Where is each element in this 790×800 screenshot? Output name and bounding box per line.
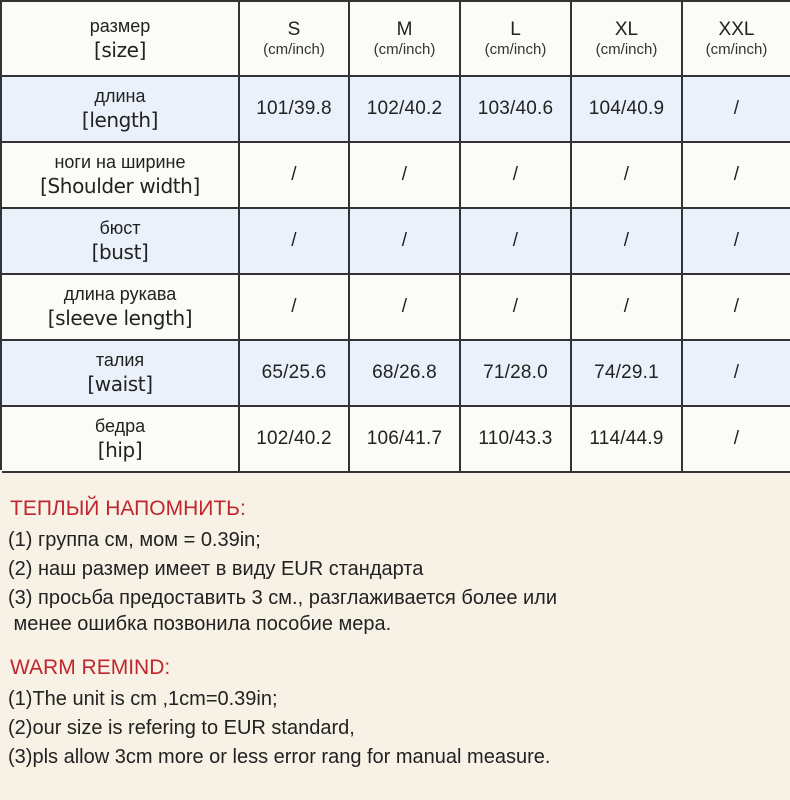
- cell-value: 101/39.8: [256, 98, 332, 119]
- cell-value: /: [401, 164, 408, 185]
- table-cell: [461, 275, 572, 341]
- cell-value: 65/25.6: [261, 362, 327, 383]
- row-label-bust: [2, 209, 240, 275]
- cell-value: 114/44.9: [589, 428, 664, 449]
- cell-value: 68/26.8: [372, 362, 437, 383]
- notes-section: [8, 496, 783, 772]
- cell-value: /: [291, 164, 297, 185]
- row-label-sleeve-length: [2, 275, 240, 341]
- row-label-en: [sleeve length]: [47, 306, 193, 330]
- table-cell: [240, 77, 350, 143]
- cell-value: /: [733, 164, 740, 185]
- row-label-shoulder-width: [2, 143, 240, 209]
- row-label-length: [2, 77, 240, 143]
- size-unit: (cm/inch): [484, 40, 547, 58]
- cell-value: /: [623, 164, 630, 185]
- notes-en-line-1: (1)The unit is cm ,1cm=0.39in;: [8, 688, 278, 710]
- cell-value: /: [512, 296, 519, 317]
- notes-en-line-2: (2)our size is refering to EUR standard,: [8, 717, 355, 739]
- size-code: L: [510, 18, 521, 40]
- cell-value: /: [733, 296, 740, 317]
- table-cell: [683, 341, 790, 407]
- table-cell: [350, 341, 461, 407]
- table-cell: [572, 143, 683, 209]
- header-size-l: [461, 2, 572, 77]
- notes-en-line-3: (3)pls allow 3cm more or less error rang for manual measure.: [8, 746, 551, 768]
- table-cell: [683, 209, 790, 275]
- notes-en: [8, 655, 783, 772]
- notes-en-title: WARM REMIND:: [10, 656, 171, 679]
- row-label-ru: талия: [95, 350, 145, 370]
- row-label-ru: бедра: [94, 416, 146, 436]
- table-cell: [350, 77, 461, 143]
- table-cell: [461, 407, 572, 473]
- table-cell: [461, 143, 572, 209]
- size-code: XL: [614, 18, 639, 40]
- header-size-m: [350, 2, 461, 77]
- cell-value: /: [291, 230, 297, 251]
- notes-ru: [8, 496, 783, 635]
- size-unit: (cm/inch): [705, 40, 768, 58]
- cell-value: /: [733, 428, 740, 449]
- header-label-ru: размер: [89, 15, 151, 36]
- table-cell: [350, 407, 461, 473]
- cell-value: /: [733, 230, 740, 251]
- row-label-hip: [2, 407, 240, 473]
- table-cell: [240, 209, 350, 275]
- cell-value: /: [623, 296, 630, 317]
- table-cell: [350, 143, 461, 209]
- table-cell: [240, 341, 350, 407]
- cell-value: 102/40.2: [366, 98, 443, 119]
- row-label-ru: ноги на ширине: [54, 152, 186, 172]
- cell-value: /: [291, 296, 297, 317]
- table-cell: [572, 275, 683, 341]
- cell-value: 103/40.6: [477, 98, 554, 119]
- row-label-waist: [2, 341, 240, 407]
- row-label-en: [Shoulder width]: [40, 174, 200, 198]
- table-cell: [572, 209, 683, 275]
- table-cell: [683, 143, 790, 209]
- table-cell: [350, 209, 461, 275]
- row-label-en: [hip]: [97, 438, 143, 462]
- row-label-ru: длина: [94, 86, 146, 106]
- cell-value: /: [401, 230, 408, 251]
- row-label-en: [bust]: [91, 240, 149, 264]
- size-unit: (cm/inch): [595, 40, 658, 58]
- table-cell: [240, 275, 350, 341]
- table-cell: [240, 143, 350, 209]
- notes-ru-line-3: (3) просьба предоставить 3 см., разглаживается более или: [8, 587, 558, 609]
- size-code: M: [396, 18, 413, 40]
- table-cell: [683, 275, 790, 341]
- table-cell: [572, 77, 683, 143]
- table-cell: [683, 77, 790, 143]
- table-cell: [683, 407, 790, 473]
- cell-value: /: [512, 230, 519, 251]
- row-label-ru: бюст: [99, 218, 141, 238]
- cell-value: 74/29.1: [594, 362, 659, 383]
- row-label-en: [length]: [81, 108, 159, 132]
- header-size-s: [240, 2, 350, 77]
- header-label-cell: [2, 2, 240, 77]
- cell-value: /: [733, 98, 740, 119]
- table-cell: [461, 209, 572, 275]
- row-label-ru: длина рукава: [63, 284, 177, 304]
- notes-ru-title: ТЕПЛЫЙ НАПОМНИТЬ:: [10, 497, 246, 520]
- notes-ru-line-2: (2) наш размер имеет в виду EUR стандарта: [8, 558, 424, 580]
- size-code: XXL: [718, 18, 755, 40]
- cell-value: 110/43.3: [478, 428, 553, 449]
- cell-value: /: [401, 296, 408, 317]
- row-label-en: [waist]: [87, 372, 153, 396]
- size-unit: (cm/inch): [373, 40, 436, 58]
- cell-value: /: [623, 230, 630, 251]
- table-cell: [572, 407, 683, 473]
- size-code: S: [287, 18, 301, 40]
- cell-value: /: [733, 362, 740, 383]
- cell-value: 104/40.9: [588, 98, 665, 119]
- cell-value: 71/28.0: [483, 362, 548, 383]
- table-cell: [461, 341, 572, 407]
- table-cell: [461, 77, 572, 143]
- table-cell: [350, 275, 461, 341]
- table-cell: [572, 341, 683, 407]
- header-size-xl: [572, 2, 683, 77]
- size-unit: (cm/inch): [263, 40, 325, 58]
- header-size-xxl: [683, 2, 790, 77]
- notes-ru-line-1: (1) группа см, мом = 0.39in;: [8, 529, 261, 551]
- notes-ru-line-4: менее ошибка позвонила пособие мера.: [8, 613, 392, 635]
- table-cell: [240, 407, 350, 473]
- cell-value: /: [512, 164, 519, 185]
- cell-value: 106/41.7: [366, 428, 443, 449]
- header-label-en: [size]: [94, 37, 146, 62]
- cell-value: 102/40.2: [256, 428, 332, 449]
